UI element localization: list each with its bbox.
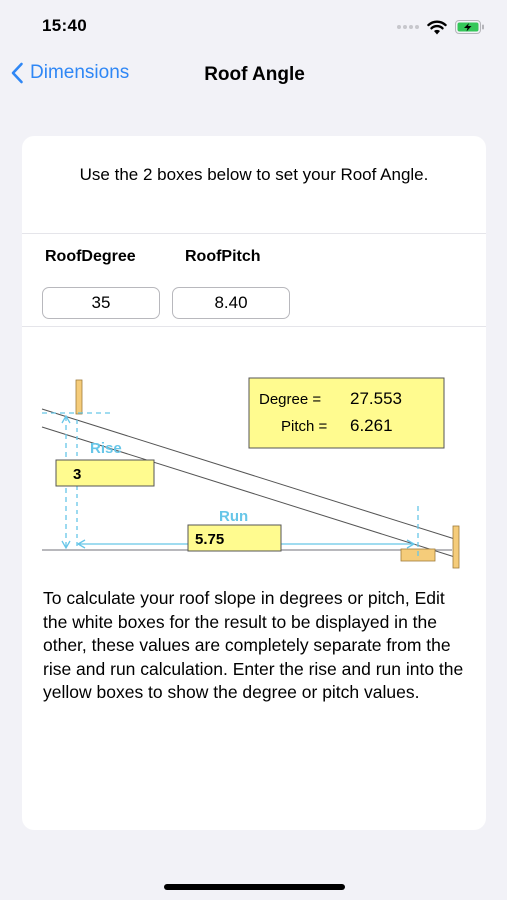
description-text: To calculate your roof slope in degrees or pitch, Edit the white boxes for the result to be displayed in the other, these values are completely separate from the rise and run calculation. Enter the rise and run into the yellow boxes to show the degree or pitch values. xyxy=(43,588,464,702)
wifi-icon xyxy=(427,20,447,35)
left-wall-post xyxy=(76,380,82,414)
status-bar xyxy=(0,0,507,50)
intro-text: Use the 2 boxes below to set your Roof Angle. xyxy=(79,165,429,184)
right-wall-post xyxy=(453,526,459,568)
roof-degree-input[interactable]: 35 xyxy=(42,287,160,319)
rise-input-box[interactable] xyxy=(56,460,154,486)
roof-pitch-input[interactable]: 8.40 xyxy=(172,287,290,319)
result-degree-label: Degree = xyxy=(259,391,322,408)
rise-value[interactable]: 3 xyxy=(73,466,82,483)
rise-label: Rise xyxy=(90,440,122,457)
status-time: 15:40 xyxy=(42,16,87,35)
result-pitch-value: 6.261 xyxy=(350,416,393,435)
result-pitch-label: Pitch = xyxy=(281,418,328,435)
divider xyxy=(22,233,486,234)
battery-charging-icon xyxy=(455,20,485,34)
page-title: Roof Angle xyxy=(204,64,305,85)
results-box xyxy=(249,378,444,448)
signal-dots-icon xyxy=(397,25,419,29)
result-degree-value: 27.553 xyxy=(350,389,402,408)
run-label: Run xyxy=(219,508,249,525)
roof-pitch-label: RoofPitch xyxy=(185,248,261,265)
roof-diagram xyxy=(22,364,486,574)
status-icons xyxy=(397,17,485,37)
divider xyxy=(22,326,486,327)
roof-degree-label: RoofDegree xyxy=(45,248,136,265)
navigation-bar xyxy=(0,54,507,98)
home-indicator[interactable] xyxy=(164,884,345,890)
roof-angle-card xyxy=(22,136,486,830)
back-button-label: Dimensions xyxy=(30,62,130,83)
run-value[interactable]: 5.75 xyxy=(195,531,225,548)
